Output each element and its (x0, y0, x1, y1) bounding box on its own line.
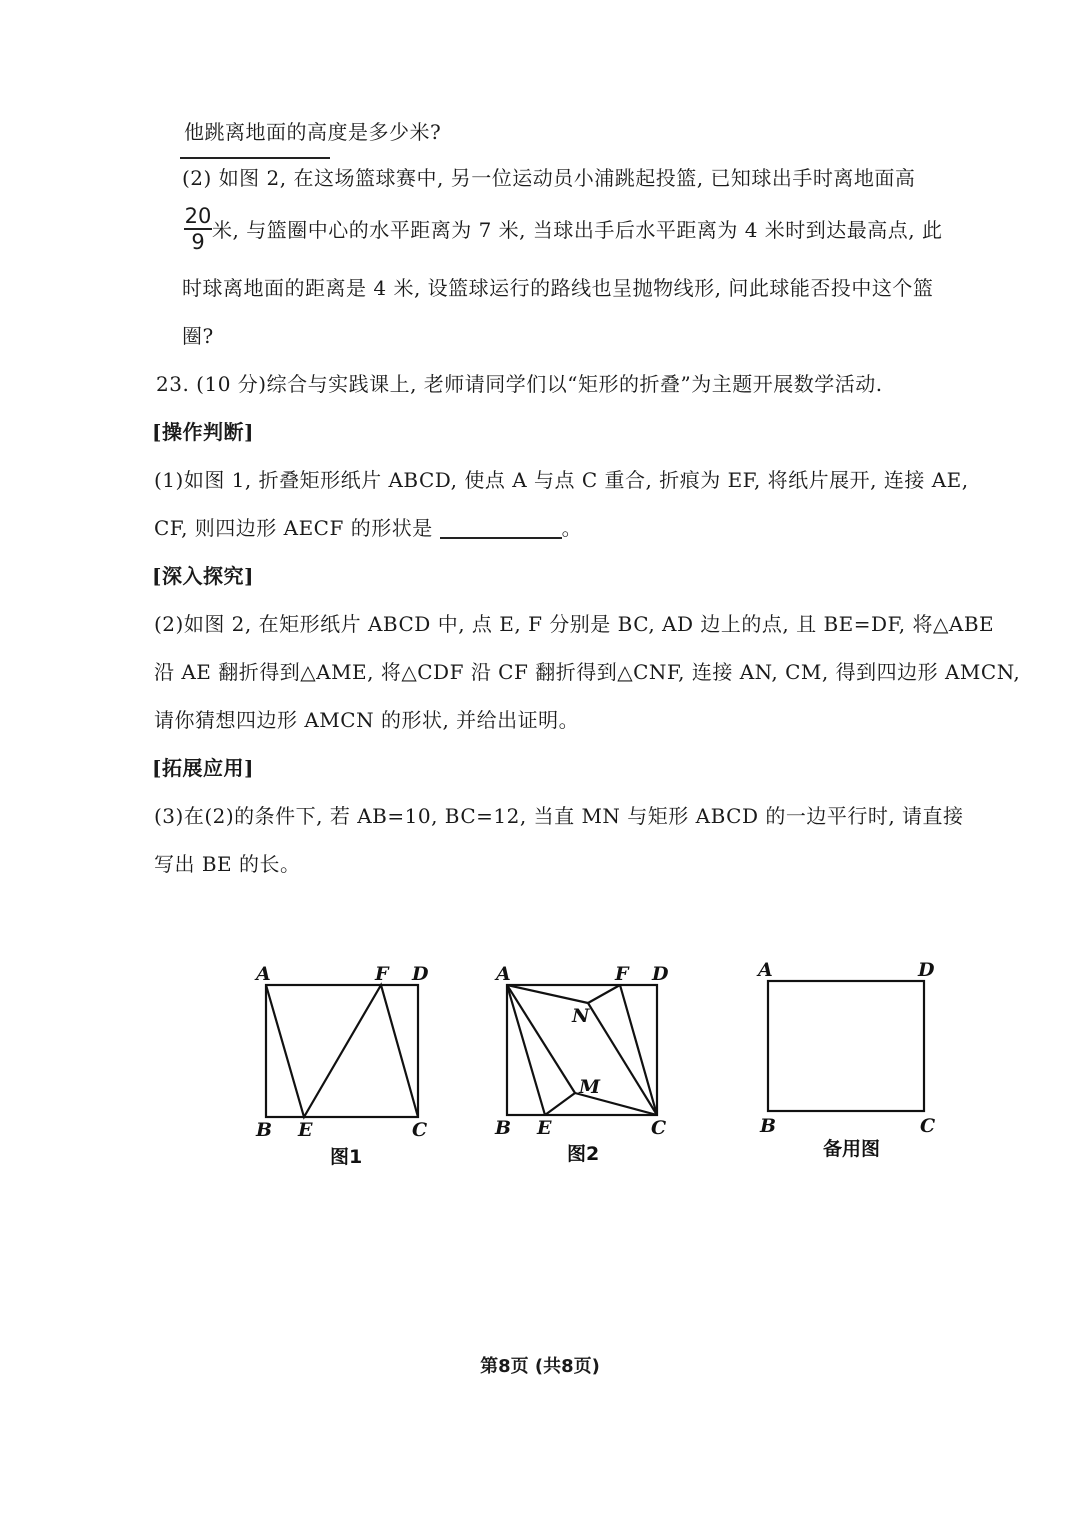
question-text-line: (2) 如图 2, 在这场篮球赛中, 另一位运动员小浦跳起投篮, 已知球出手时离地面高 (182, 166, 916, 190)
point-label-b: B (760, 1115, 777, 1137)
section-title: [拓展应用] (152, 756, 254, 780)
point-label-a: A (758, 959, 773, 981)
question-text-line: 写出 BE 的长。 (154, 852, 301, 876)
segment-fc (620, 985, 657, 1115)
question-text-fragment: 。 (561, 516, 583, 540)
rectangle-abcd (768, 981, 924, 1111)
point-label-c: C (920, 1115, 936, 1137)
figure-caption: 备用图 (823, 1138, 881, 1160)
point-label-d: D (652, 963, 669, 985)
question-text-line: (2)如图 2, 在矩形纸片 ABCD 中, 点 E, F 分别是 BC, AD 边上的点, 且 BE=DF, 将△ABE (154, 612, 995, 636)
question-text-line: 米, 与篮圈中心的水平距离为 7 米, 当球出手后水平距离为 4 米时到达最高点, 此 (212, 218, 943, 242)
segment-am (507, 985, 575, 1093)
figure-spare (768, 981, 924, 1111)
point-label-n: N (572, 1005, 590, 1027)
figure-caption: 图1 (330, 1146, 363, 1168)
point-label-d: D (412, 963, 429, 985)
question-text-line: (3)在(2)的条件下, 若 AB=10, BC=12, 当直 MN 与矩形 ABCD 的一边平行时, 请直接 (154, 804, 964, 828)
question-text-line: 他跳离地面的高度是多少米? (184, 120, 442, 144)
segment-an (507, 985, 588, 1003)
point-label-c: C (651, 1117, 667, 1139)
page-footer: 第8页 (共8页) (480, 1356, 600, 1377)
point-label-f: F (615, 963, 629, 985)
section-title: [操作判断] (152, 420, 254, 444)
point-label-e: E (537, 1117, 552, 1139)
point-label-f: F (375, 963, 389, 985)
figure-caption: 图2 (567, 1143, 600, 1165)
point-label-a: A (496, 963, 511, 985)
point-label-c: C (412, 1119, 428, 1141)
point-label-b: B (256, 1119, 273, 1141)
point-label-m: M (579, 1076, 601, 1098)
question-23-intro: 23. (10 分)综合与实践课上, 老师请同学们以“矩形的折叠”为主题开展数学活动. (156, 372, 883, 396)
figure-1 (266, 985, 418, 1117)
fold-lines (266, 985, 418, 1117)
question-text-line: 时球离地面的距离是 4 米, 设篮球运行的路线也呈抛物线形, 问此球能否投中这个篮 (182, 276, 934, 300)
question-text-fragment: CF, 则四边形 AECF 的形状是 (154, 516, 433, 540)
point-label-d: D (918, 959, 935, 981)
point-label-a: A (256, 963, 271, 985)
question-text-line: 请你猜想四边形 AMCN 的形状, 并给出证明。 (154, 708, 580, 732)
section-title: [深入探究] (152, 564, 254, 588)
segment-em (545, 1093, 575, 1115)
fraction-denominator: 9 (191, 230, 205, 254)
question-text-line: 沿 AE 翻折得到△AME, 将△CDF 沿 CF 翻折得到△CNF, 连接 AN, CM, 得到四边形 AMCN, (154, 660, 1021, 684)
point-label-b: B (495, 1117, 512, 1139)
question-text-line: (1)如图 1, 折叠矩形纸片 ABCD, 使点 A 与点 C 重合, 折痕为 EF, 将纸片展开, 连接 AE, (154, 468, 969, 492)
point-label-e: E (298, 1119, 313, 1141)
fraction-numerator: 20 (184, 204, 212, 228)
question-text-line: 圈? (182, 324, 214, 348)
segment-ae (507, 985, 545, 1115)
segment-nf (588, 985, 620, 1003)
